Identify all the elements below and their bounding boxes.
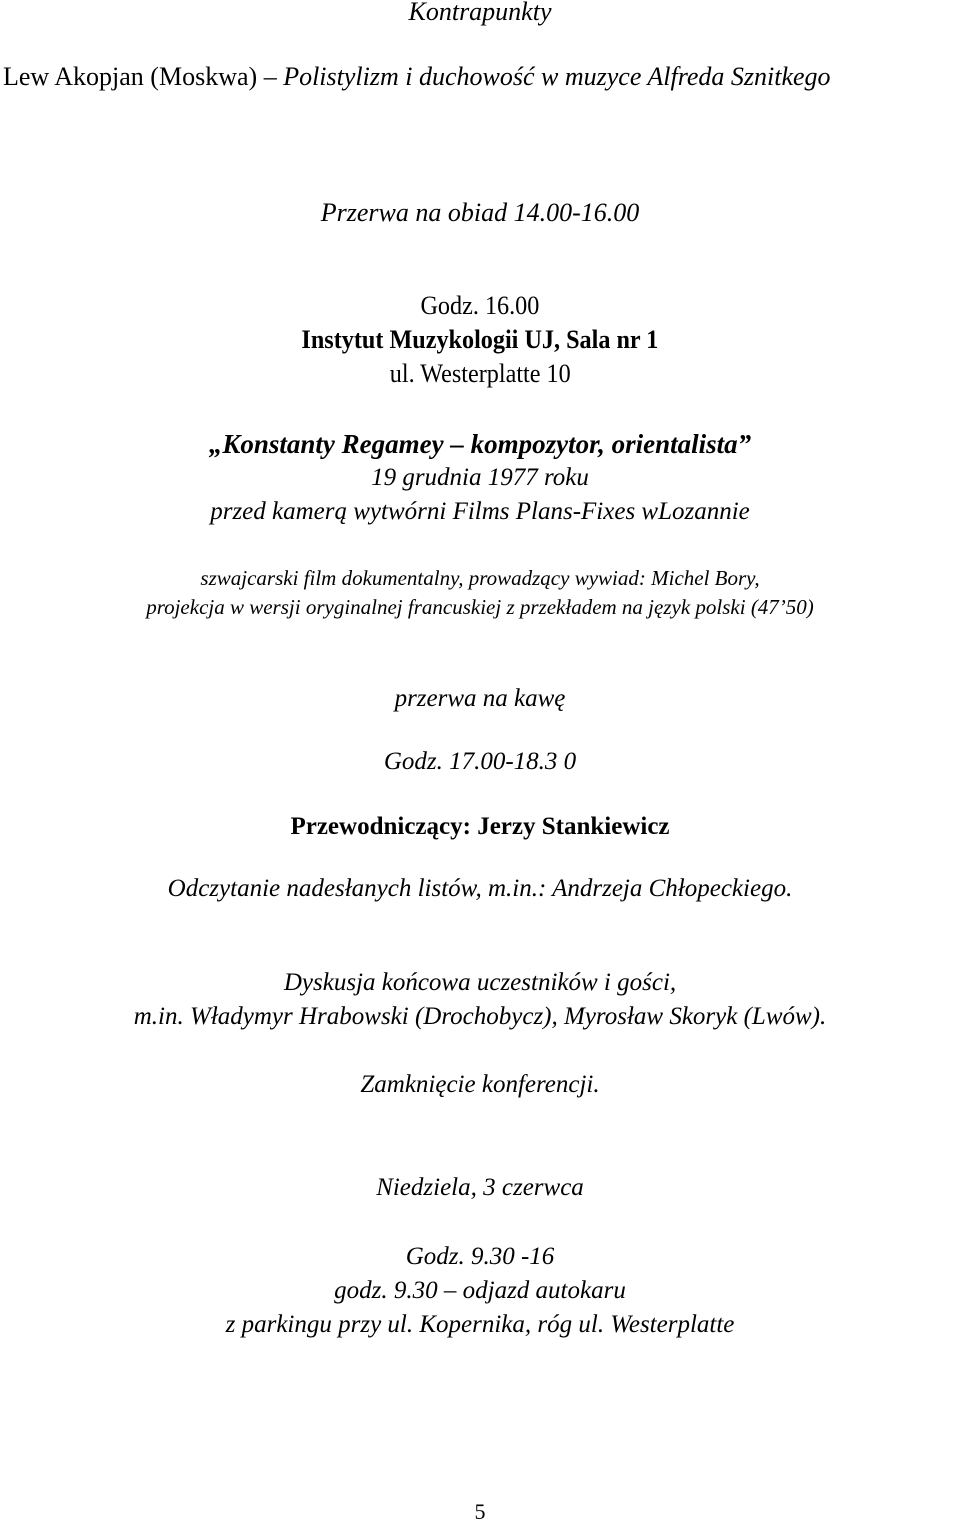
sunday-day: Niedziela, 3 czerwca bbox=[376, 1174, 584, 1201]
venue-time-text: Godz. 16.00 bbox=[420, 291, 540, 320]
sunday-departure: godz. 9.30 – odjazd autokaru bbox=[334, 1277, 626, 1304]
discussion-line1: Dyskusja końcowa uczestników i gości, bbox=[283, 969, 677, 996]
venue-place-text: Instytut Muzykologii UJ, Sala nr 1 bbox=[301, 325, 659, 354]
venue-place bbox=[0, 325, 960, 355]
page-number: 5 bbox=[474, 1499, 486, 1524]
coffee-break: przerwa na kawę bbox=[394, 685, 566, 712]
sunday-time: Godz. 9.30 -16 bbox=[405, 1243, 555, 1270]
discussion-line2: m.in. Władymyr Hrabowski (Drochobycz), Myrosław Skoryk (Lwów). bbox=[133, 1003, 827, 1030]
section-header: Kontrapunkty bbox=[408, 0, 552, 26]
session-chair: Przewodniczący: Jerzy Stankiewicz bbox=[290, 813, 670, 840]
venue-address bbox=[0, 359, 960, 389]
film-title: „Konstanty Regamey – kompozytor, orientalista” bbox=[208, 429, 752, 459]
sunday-parking: z parkingu przy ul. Kopernika, róg ul. Westerplatte bbox=[225, 1311, 735, 1338]
film-description-line1: szwajcarski film dokumentalny, prowadzący wywiad: Michel Bory, bbox=[200, 566, 760, 590]
film-description-line2: projekcja w wersji oryginalnej francuskiej z przekładem na język polski (47’50) bbox=[146, 595, 814, 619]
lecture-line bbox=[3, 62, 960, 92]
film-date: 19 grudnia 1977 roku bbox=[371, 464, 589, 491]
venue-address-text: ul. Westerplatte 10 bbox=[389, 359, 571, 388]
lecture-dash: – bbox=[263, 62, 277, 91]
session-letters: Odczytanie nadesłanych listów, m.in.: Andrzeja Chłopeckiego. bbox=[167, 875, 793, 902]
lecture-speaker: Lew Akopjan (Moskwa) bbox=[3, 62, 258, 91]
conference-closing: Zamknięcie konferencji. bbox=[360, 1071, 600, 1098]
venue-time bbox=[0, 291, 960, 321]
film-studio: przed kamerą wytwórni Films Plans-Fixes wLozannie bbox=[210, 498, 750, 525]
lecture-title: Polistylizm i duchowość w muzyce Alfreda Sznitkego bbox=[283, 62, 831, 91]
session-time: Godz. 17.00-18.3 0 bbox=[383, 748, 577, 775]
lunch-break: Przerwa na obiad 14.00-16.00 bbox=[320, 198, 640, 227]
